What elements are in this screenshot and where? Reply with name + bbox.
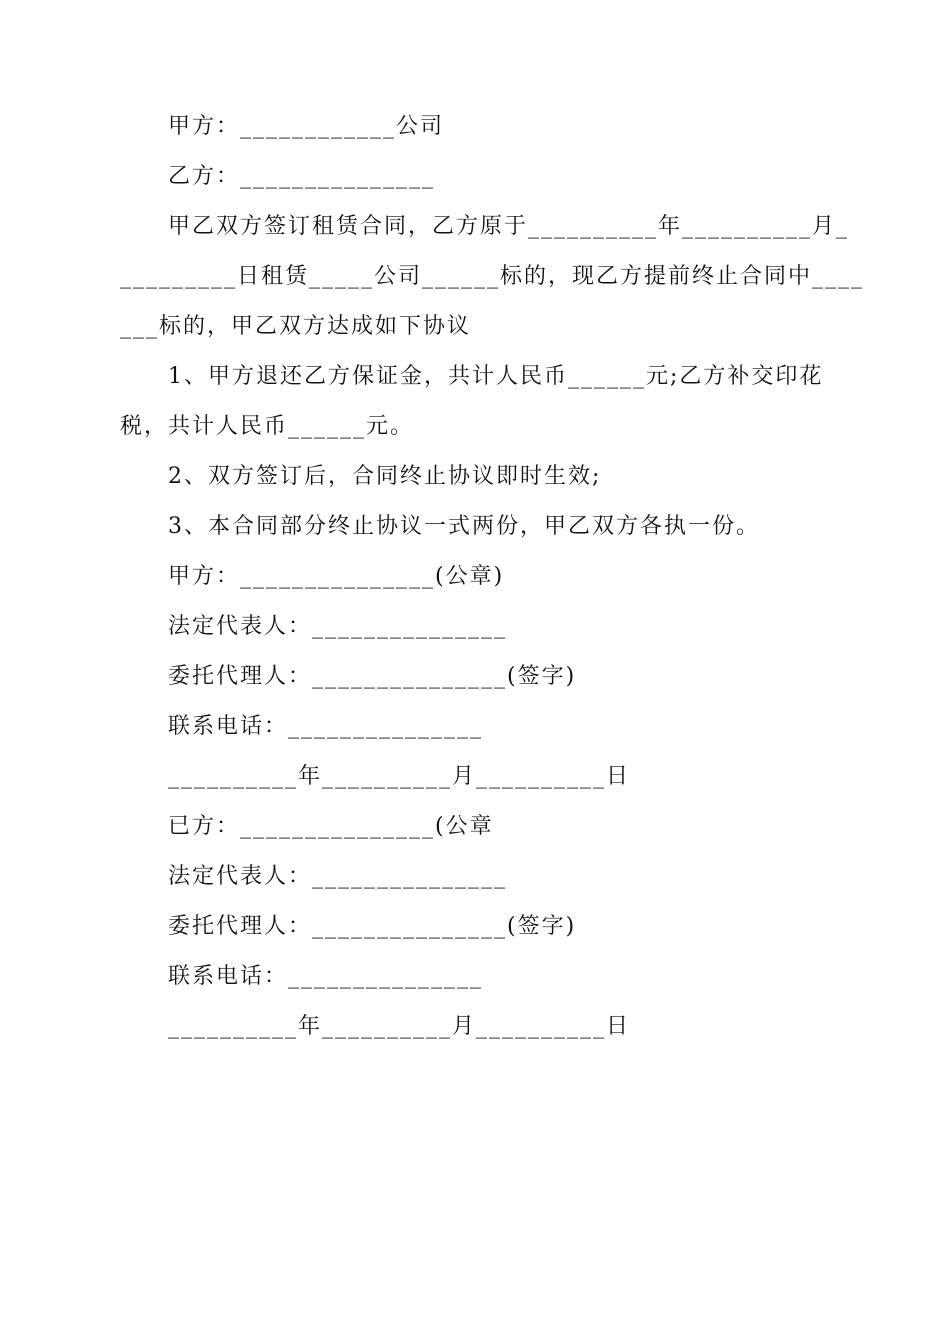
party-a-legal-rep-line: 法定代表人：_______________ xyxy=(168,614,508,639)
party-a-phone-line: 联系电话：_______________ xyxy=(168,714,484,739)
party-a-date-line: __________年__________月__________日 xyxy=(168,764,631,789)
intro-paragraph-line-2: _________日租赁_____公司______标的，现乙方提前终止合同中____ xyxy=(120,264,865,289)
clause-1-line-1: 1、甲方退还乙方保证金，共计人民币______元;乙方补交印花 xyxy=(168,364,824,389)
party-b-legal-rep-line: 法定代表人：_______________ xyxy=(168,864,508,889)
party-b-seal-line: 已方：_______________(公章 xyxy=(168,814,494,839)
clause-1-line-2: 税，共计人民币______元。 xyxy=(120,414,415,439)
party-b-phone-line: 联系电话：_______________ xyxy=(168,964,484,989)
party-a-seal-line: 甲方：_______________(公章) xyxy=(168,564,505,589)
intro-paragraph-line-1: 甲乙双方签订租赁合同，乙方原于__________年__________月_ xyxy=(168,214,850,239)
party-b-agent-line: 委托代理人：_______________(签字) xyxy=(168,914,577,939)
intro-paragraph-line-3: ___标的，甲乙双方达成如下协议 xyxy=(120,314,472,339)
party-a-agent-line: 委托代理人：_______________(签字) xyxy=(168,664,577,689)
clause-2: 2、双方签订后，合同终止协议即时生效; xyxy=(168,464,602,489)
clause-3: 3、本合同部分终止协议一式两份，甲乙双方各执一份。 xyxy=(168,514,760,539)
party-b-line: 乙方：_______________ xyxy=(168,164,436,189)
party-a-line: 甲方：____________公司 xyxy=(168,114,445,139)
party-b-date-line: __________年__________月__________日 xyxy=(168,1014,631,1039)
